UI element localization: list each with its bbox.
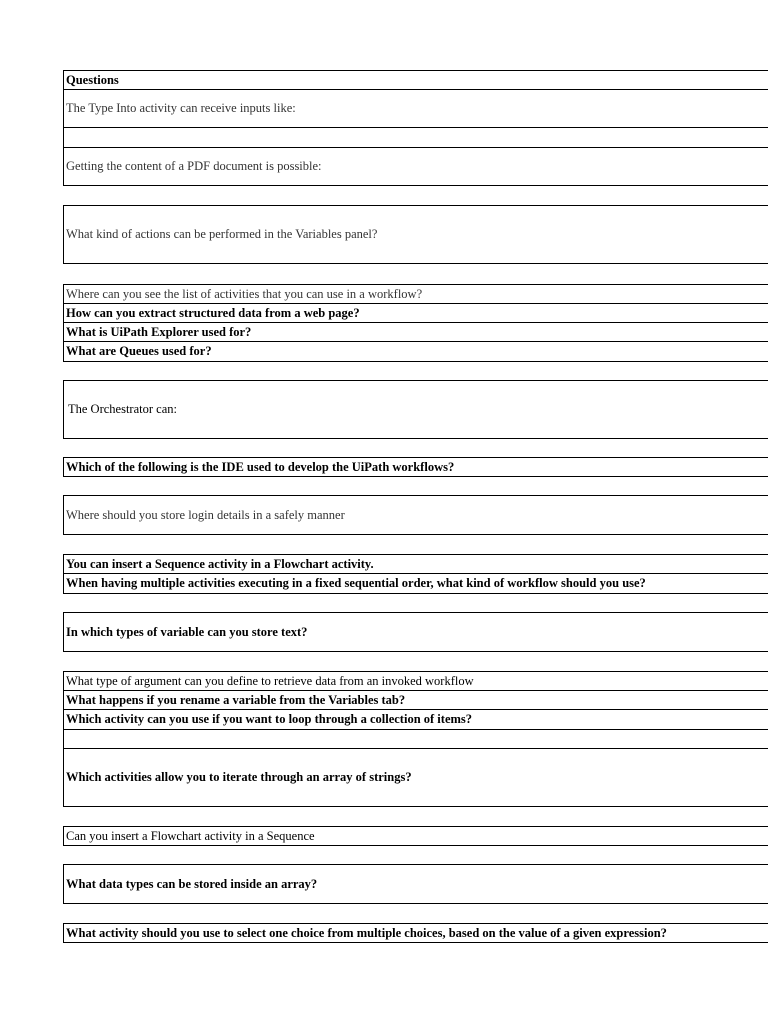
- question-row: You can insert a Sequence activity in a Flowchart activity.: [63, 554, 768, 574]
- question-row: What type of argument can you define to retrieve data from an invoked workflow: [63, 671, 768, 691]
- question-row: In which types of variable can you store text?: [63, 612, 768, 652]
- question-row: Where can you see the list of activities that you can use in a workflow?: [63, 284, 768, 304]
- question-row: How can you extract structured data from a web page?: [63, 303, 768, 323]
- question-row: Getting the content of a PDF document is possible:: [63, 147, 768, 186]
- question-row: Where should you store login details in a safely manner: [63, 495, 768, 535]
- empty-row: [63, 729, 768, 749]
- question-row: When having multiple activities executing in a fixed sequential order, what kind of workflow should you use?: [63, 573, 768, 594]
- question-row: The Orchestrator can:: [63, 380, 768, 439]
- question-row: What kind of actions can be performed in the Variables panel?: [63, 205, 768, 264]
- question-row: Which activities allow you to iterate through an array of strings?: [63, 748, 768, 807]
- question-row: Can you insert a Flowchart activity in a Sequence: [63, 826, 768, 846]
- question-row: What data types can be stored inside an array?: [63, 864, 768, 904]
- question-row: Which of the following is the IDE used to develop the UiPath workflows?: [63, 457, 768, 477]
- question-row: What activity should you use to select one choice from multiple choices, based on the value of a given expression?: [63, 923, 768, 943]
- question-row: Which activity can you use if you want to loop through a collection of items?: [63, 709, 768, 730]
- question-row: What happens if you rename a variable from the Variables tab?: [63, 690, 768, 710]
- question-row: What are Queues used for?: [63, 341, 768, 362]
- empty-row: [63, 127, 768, 148]
- header-questions: Questions: [63, 70, 768, 90]
- question-row: The Type Into activity can receive inputs like:: [63, 89, 768, 128]
- question-row: What is UiPath Explorer used for?: [63, 322, 768, 342]
